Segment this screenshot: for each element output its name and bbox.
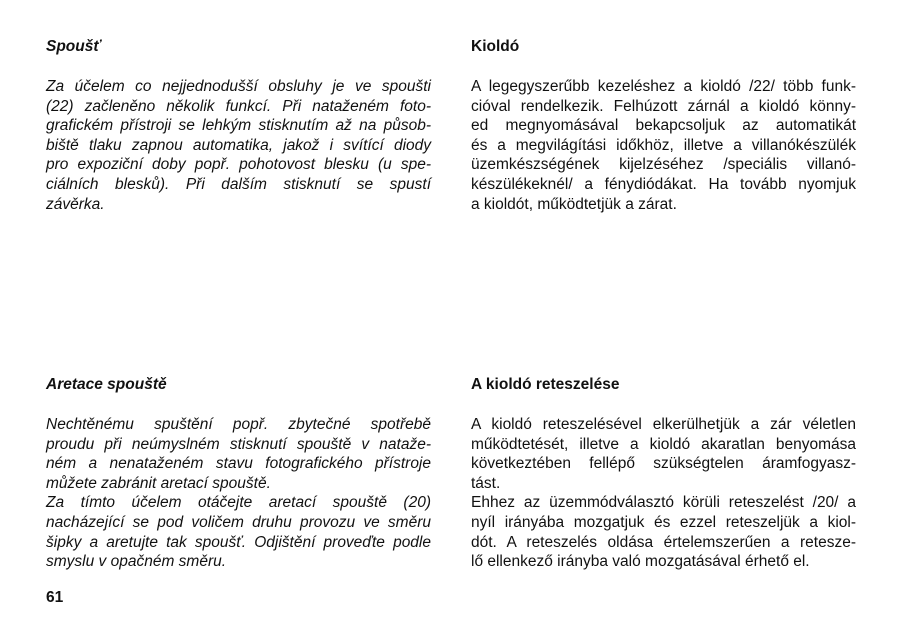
text-line: és a megvilágítási időkhöz, illetve a villanókészülék	[471, 136, 856, 154]
text-line: következtében fellépő szükségtelen áramfogyasz-	[471, 455, 856, 473]
text-line: ciálních blesků). Při dalším stisknutí se spustí	[46, 175, 431, 193]
text-line: dót. A reteszelés oldása értelemszerűen a retesze-	[471, 533, 856, 551]
text-line: lő ellenkező irányba való mozgatásával érhető el.	[471, 553, 810, 571]
hungarian-lock-heading: A kioldó reteszelése	[471, 376, 620, 393]
hungarian-trigger-section	[471, 38, 856, 214]
text-line: biště tlaku zapnou automatika, jakož i svítící diody	[46, 136, 431, 154]
hungarian-trigger-paragraph	[471, 77, 856, 214]
text-line: proudu při neúmyslném stisknutí spouště v nataže-	[46, 435, 431, 453]
text-line: Za účelem co nejjednodušší obsluhy je ve spoušti	[46, 78, 431, 95]
text-line: můžete zabránit aretací spouště.	[46, 474, 271, 492]
text-line: ed megnyomásával bekapcsoljuk az automatikát	[471, 117, 856, 135]
text-line: (22) začleněno několik funkcí. Při nataženém foto-	[46, 97, 431, 115]
text-line: závěrka.	[46, 195, 105, 213]
text-line: Za tímto účelem otáčejte aretací spouště (20)	[46, 494, 431, 512]
text-line: pro expoziční doby popř. pohotovost blesku (u spe-	[46, 156, 431, 174]
text-line: cióval rendelkezik. Felhúzott zárnál a kioldó könny-	[471, 97, 856, 115]
text-line: nacházející se pod voličem druhu provozu ve směru	[46, 513, 431, 531]
text-line: tást.	[471, 474, 501, 492]
text-line: A kioldó reteszelésével elkerülhetjük a zár véletlen	[471, 416, 856, 433]
text-line: működtetését, illetve a kioldó akaratlan benyomása	[471, 435, 856, 453]
page-number: 61	[46, 589, 64, 606]
czech-lock-paragraph	[46, 415, 431, 572]
czech-trigger-heading: Spoušť	[46, 38, 101, 55]
text-line: smyslu v opačném směru.	[46, 553, 227, 571]
hungarian-lock-paragraph	[471, 415, 856, 572]
text-line: készülékeknél/ a fénydiódákat. Ha tovább nyomjuk	[471, 175, 856, 193]
text-line: nyíl irányába mozgatjuk és ezzel reteszeljük a kiol-	[471, 513, 856, 531]
text-line: a kioldót, működtetjük a zárat.	[471, 195, 677, 213]
text-line: grafickém přístroji se lehkým stisknutím až na působ-	[46, 117, 431, 135]
hungarian-lock-section	[471, 376, 856, 572]
czech-lock-heading: Aretace spouště	[46, 376, 167, 393]
text-line: šipky a aretujte tak spoušť. Odjištění proveďte podle	[46, 533, 431, 551]
czech-lock-section	[46, 376, 431, 572]
hungarian-trigger-heading: Kioldó	[471, 38, 520, 55]
czech-trigger-section	[46, 38, 431, 214]
text-line: Nechtěnému spuštění popř. zbytečné spotřebě	[46, 416, 431, 433]
text-line: ném a nenataženém stavu fotografického přístroje	[46, 455, 431, 473]
text-line: Ehhez az üzemmódválasztó körüli reteszelést /20/ a	[471, 494, 856, 512]
czech-trigger-paragraph	[46, 77, 431, 214]
text-line: üzemkészségének kijelzéséhez /speciális villanó-	[471, 156, 856, 174]
text-line: A legegyszerűbb kezeléshez a kioldó /22/ több funk-	[471, 78, 856, 95]
